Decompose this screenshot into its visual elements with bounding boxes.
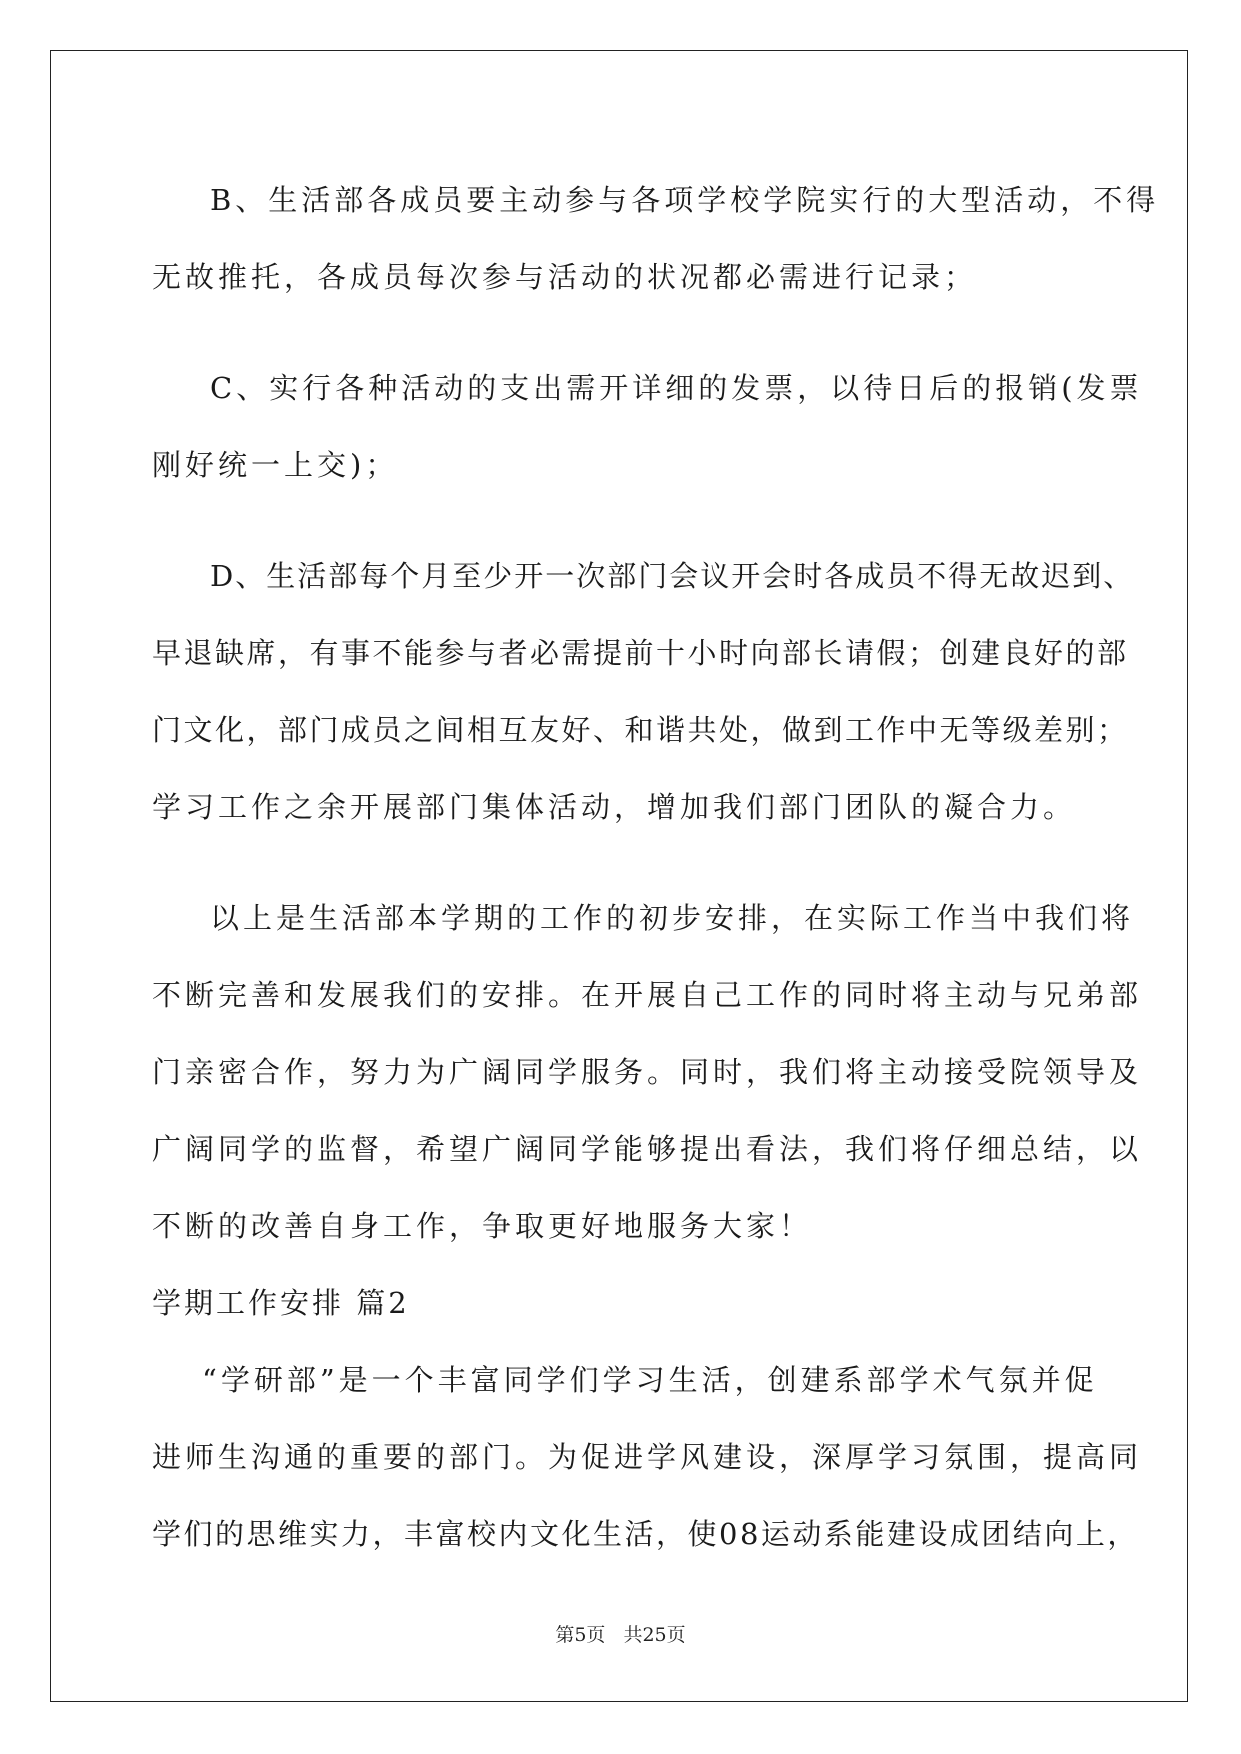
section-heading: 学期工作安排 篇2 bbox=[152, 1286, 410, 1320]
paragraph-d bbox=[152, 538, 1135, 846]
paragraph-line: 门文化，部门成员之间相互友好、和谐共处，做到工作中无等级差别； bbox=[152, 713, 1129, 747]
paragraph-line: C、实行各种活动的支出需开详细的发票，以待日后的报销(发票 bbox=[210, 371, 1143, 405]
paragraph-line: 门亲密合作，努力为广阔同学服务。同时，我们将主动接受院领导及 bbox=[152, 1055, 1143, 1089]
paragraph-line: 以上是生活部本学期的工作的初步安排，在实际工作当中我们将 bbox=[210, 901, 1135, 935]
page-number: 第5页 bbox=[555, 1624, 606, 1646]
paragraph-line: 学习工作之余开展部门集体活动，增加我们部门团队的凝合力。 bbox=[152, 790, 1077, 824]
paragraph-line: D、生活部每个月至少开一次部门会议开会时各成员不得无故迟到、 bbox=[210, 559, 1135, 593]
paragraph-summary bbox=[152, 880, 1143, 1265]
paragraph-line: 进师生沟通的重要的部门。为促进学风建设，深厚学习氛围，提高同 bbox=[152, 1440, 1143, 1474]
paragraph-line: 学们的思维实力，丰富校内文化生活，使08运动系能建设成团结向上， bbox=[152, 1517, 1139, 1551]
paragraph-line: 无故推托，各成员每次参与活动的状况都必需进行记录； bbox=[152, 260, 978, 294]
paragraph-line: 不断的改善自身工作，争取更好地服务大家！ bbox=[152, 1209, 813, 1243]
paragraph-line: B、生活部各成员要主动参与各项学校学院实行的大型活动，不得 bbox=[210, 183, 1160, 217]
paragraph-line: “学研部”是一个丰富同学们学习生活，创建系部学术气氛并促 bbox=[202, 1363, 1098, 1397]
paragraph-xueyanbu bbox=[152, 1342, 1143, 1573]
page-footer bbox=[0, 1620, 1241, 1647]
paragraph-line: 刚好统一上交)； bbox=[152, 448, 399, 482]
page-total: 共25页 bbox=[623, 1624, 686, 1646]
paragraph-c bbox=[152, 350, 1143, 504]
paragraph-line: 不断完善和发展我们的安排。在开展自己工作的同时将主动与兄弟部 bbox=[152, 978, 1143, 1012]
paragraph-line: 早退缺席，有事不能参与者必需提前十小时向部长请假；创建良好的部 bbox=[152, 636, 1129, 670]
paragraph-b bbox=[152, 162, 1160, 316]
document-body bbox=[152, 162, 1160, 1607]
paragraph-line: 广阔同学的监督，希望广阔同学能够提出看法，我们将仔细总结，以 bbox=[152, 1132, 1143, 1166]
